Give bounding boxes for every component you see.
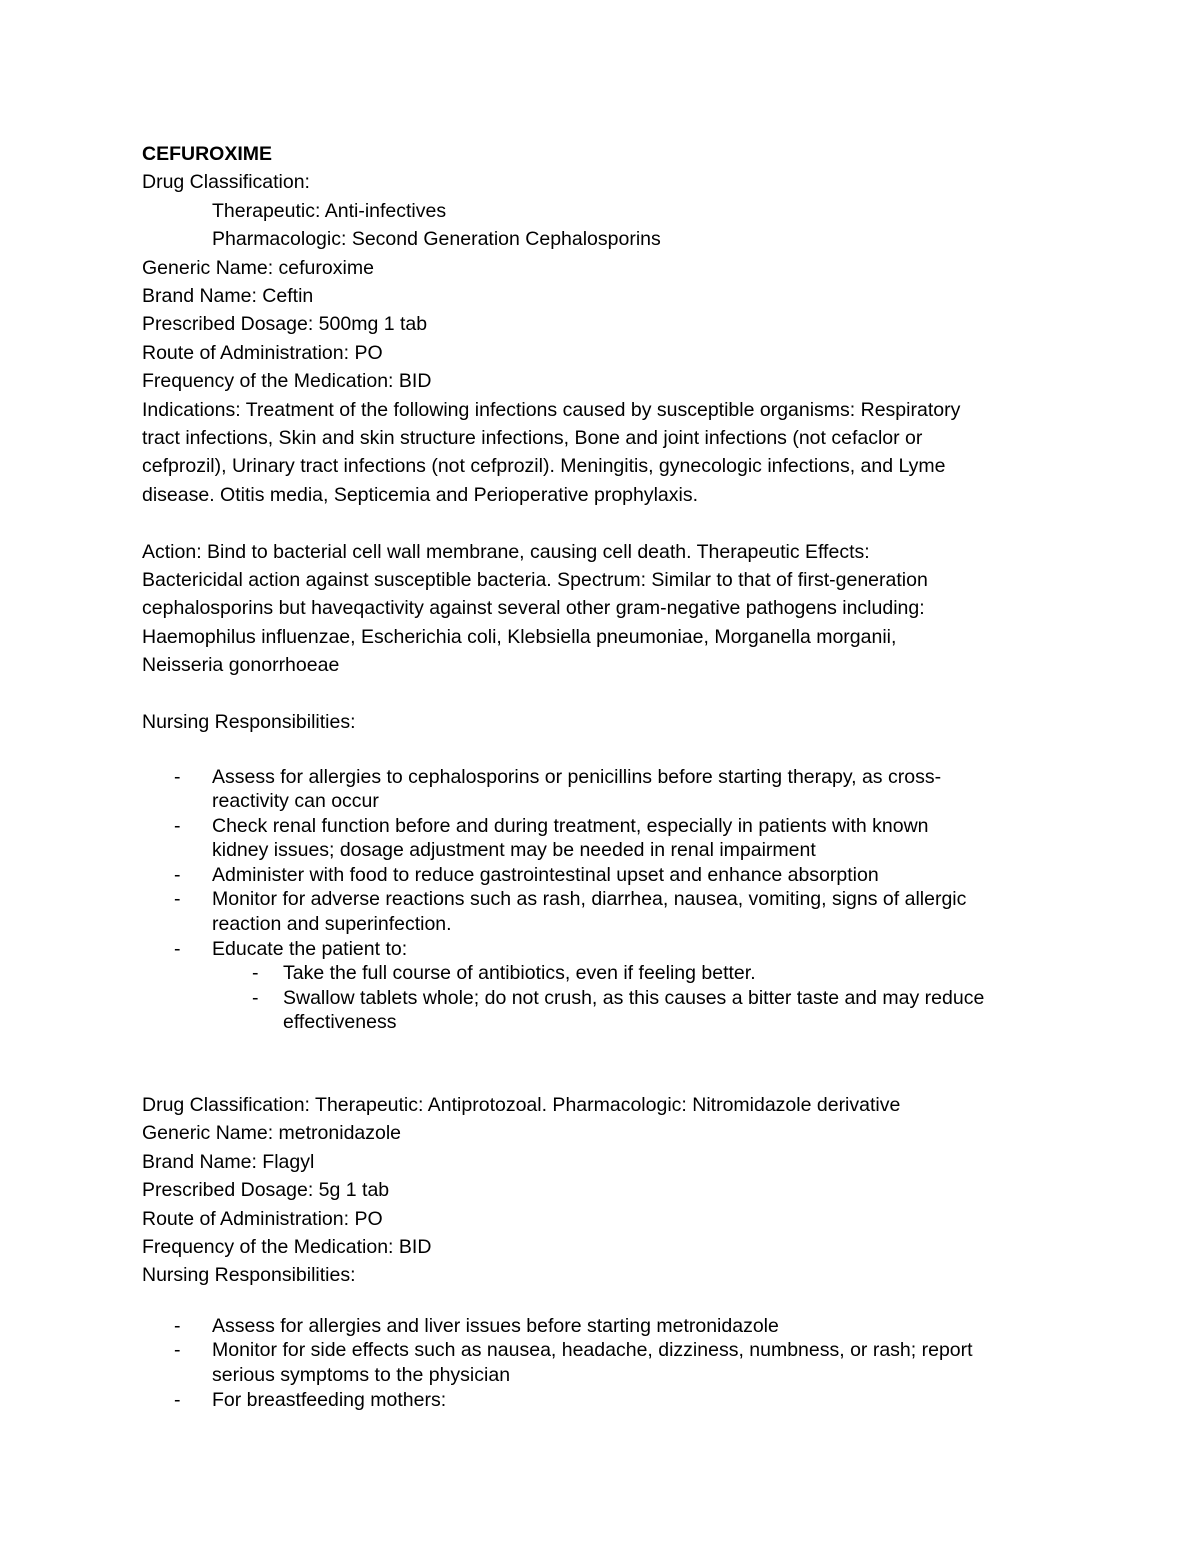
action-line: Haemophilus influenzae, Escherichia coli, Klebsiella pneumoniae, Morganella morganii, — [142, 625, 897, 648]
list-item — [142, 1338, 1072, 1387]
list-item-line: reaction and superinfection. — [212, 913, 452, 936]
action-line: Bactericidal action against susceptible bacteria. Spectrum: Similar to that of first-generation — [142, 569, 928, 592]
list-item-line: - Monitor for adverse reactions such as rash, diarrhea, nausea, vomiting, signs of allergic — [212, 888, 967, 911]
route-of-administration: Route of Administration: PO — [142, 341, 383, 364]
brand-name: Brand Name: Ceftin — [142, 285, 314, 308]
therapeutic-class: Therapeutic: Anti-infectives — [212, 199, 447, 222]
document-page — [142, 140, 1072, 1412]
list-item-line: reactivity can occur — [212, 790, 379, 813]
pharmacologic-class: Pharmacologic: Second Generation Cephalosporins — [212, 228, 661, 251]
prescribed-dosage: Prescribed Dosage: 500mg 1 tab — [142, 313, 428, 336]
list-item — [142, 937, 1072, 1035]
metro-nursing-responsibilities-label: Nursing Responsibilities: — [142, 1264, 356, 1287]
indications-line: tract infections, Skin and skin structure infections, Bone and joint infections (not cefaclor or — [142, 427, 923, 450]
list-item-line: - For breastfeeding mothers: — [212, 1388, 447, 1411]
list-item-line: - Swallow tablets whole; do not crush, as this causes a bitter taste and may reduce — [283, 986, 985, 1009]
drug-classification-label: Drug Classification: — [142, 171, 310, 194]
indications — [142, 396, 1072, 510]
list-item — [142, 887, 1072, 936]
spacer — [142, 737, 1072, 765]
list-item-line: - Assess for allergies and liver issues before starting metronidazole — [212, 1314, 779, 1337]
action — [142, 538, 1072, 680]
educate-list — [212, 961, 1072, 1035]
indications-line: disease. Otitis media, Septicemia and Perioperative prophylaxis. — [142, 483, 699, 506]
metro-prescribed-dosage: Prescribed Dosage: 5g 1 tab — [142, 1179, 390, 1202]
spacer — [142, 1290, 1072, 1314]
metro-generic-name: Generic Name: metronidazole — [142, 1122, 402, 1145]
metro-nursing-list — [142, 1314, 1072, 1412]
nursing-list — [142, 765, 1072, 1036]
indications-line: Indications: Treatment of the following infections caused by susceptible organisms: Respiratory — [142, 398, 961, 421]
list-item — [212, 961, 1072, 986]
list-item-line: - Monitor for side effects such as nausea, headache, dizziness, numbness, or rash; report — [212, 1339, 973, 1362]
list-item — [142, 765, 1072, 814]
list-item — [142, 1388, 1072, 1413]
indications-line: cefprozil), Urinary tract infections (not cefprozil). Meningitis, gynecologic infections, and Lyme — [142, 455, 946, 478]
metro-brand-name: Brand Name: Flagyl — [142, 1150, 315, 1173]
list-item-line: effectiveness — [283, 1011, 397, 1034]
list-item-line: serious symptoms to the physician — [212, 1364, 511, 1387]
list-item-line: - Educate the patient to: — [212, 937, 408, 960]
frequency: Frequency of the Medication: BID — [142, 370, 432, 393]
metro-frequency: Frequency of the Medication: BID — [142, 1236, 432, 1259]
generic-name: Generic Name: cefuroxime — [142, 256, 374, 279]
list-item — [142, 814, 1072, 863]
spacer — [142, 509, 1072, 537]
list-item-line: kidney issues; dosage adjustment may be needed in renal impairment — [212, 839, 816, 862]
list-item-line: - Take the full course of antibiotics, even if feeling better. — [283, 962, 756, 985]
spacer — [142, 1035, 1072, 1091]
list-item-line: - Check renal function before and during treatment, especially in patients with known — [212, 814, 929, 837]
metro-route-of-administration: Route of Administration: PO — [142, 1207, 383, 1230]
action-line: Action: Bind to bacterial cell wall membrane, causing cell death. Therapeutic Effects: — [142, 540, 870, 563]
list-item-line: - Administer with food to reduce gastrointestinal upset and enhance absorption — [212, 863, 879, 886]
action-line: cephalosporins but haveqactivity against several other gram-negative pathogens including: — [142, 597, 925, 620]
list-item — [142, 863, 1072, 888]
list-item — [212, 986, 1072, 1035]
list-item-line: - Assess for allergies to cephalosporins or penicillins before starting therapy, as cross- — [212, 765, 942, 788]
spacer — [142, 680, 1072, 708]
drug-title: CEFUROXIME — [142, 143, 273, 165]
list-item — [142, 1314, 1072, 1339]
action-line: Neisseria gonorrhoeae — [142, 654, 340, 677]
metro-drug-classification: Drug Classification: Therapeutic: Antiprotozoal. Pharmacologic: Nitromidazole derivative — [142, 1094, 901, 1117]
nursing-responsibilities-label: Nursing Responsibilities: — [142, 711, 356, 734]
